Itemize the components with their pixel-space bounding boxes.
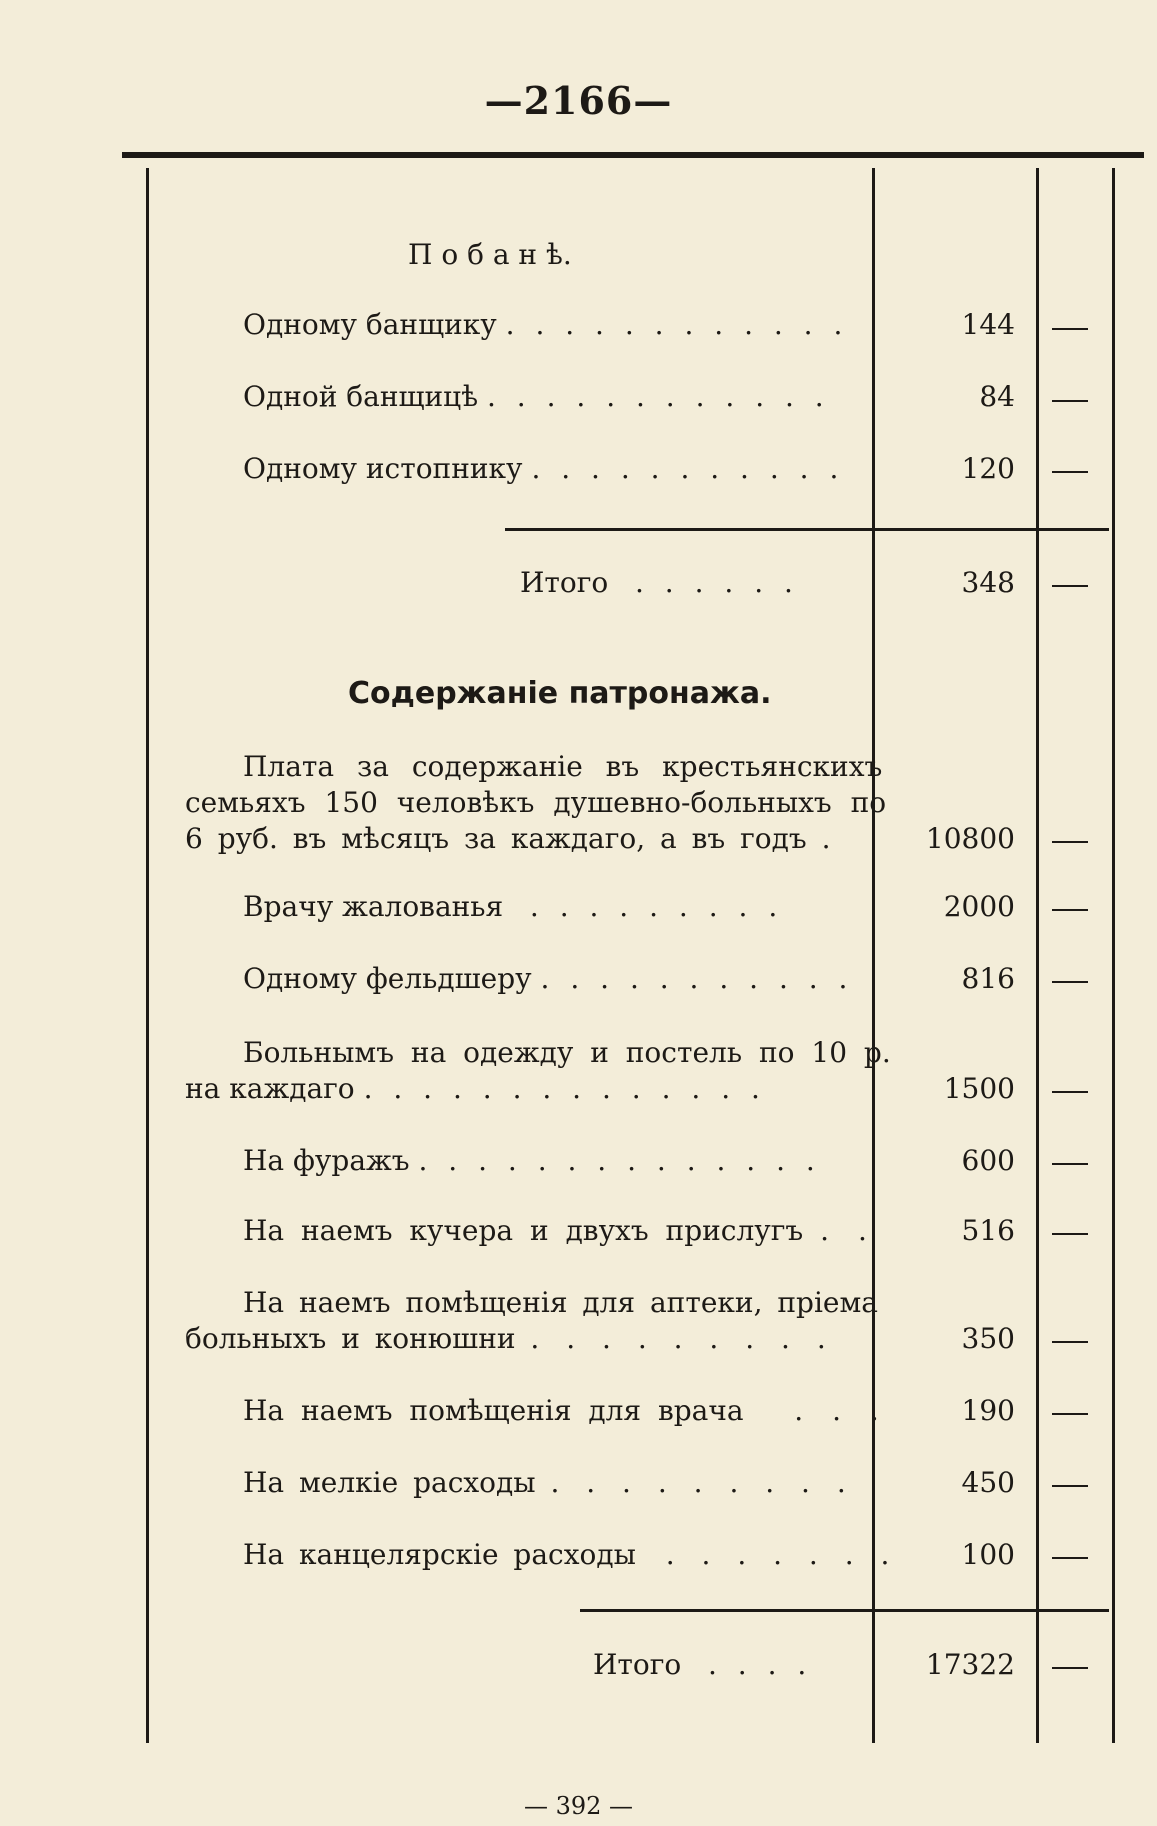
dash-mark (1052, 1557, 1088, 1559)
row-label: На наемъ кучера и двухъ прислугъ . . (243, 1214, 873, 1247)
row-label-line: семьяхъ 150 человѣкъ душевно-больныхъ по (185, 786, 887, 819)
row-label: на каждаго . . . . . . . . . . . . . . (185, 1072, 766, 1105)
row-label: Врачу жалованья . . . . . . . . . (243, 890, 784, 923)
total-amount: 348 (961, 566, 1015, 599)
dash-mark (1052, 981, 1088, 983)
subtotal-rule (505, 528, 1109, 531)
row-label-line: На наемъ помѣщенія для аптеки, пріема (243, 1286, 878, 1319)
row-amount: 190 (961, 1394, 1015, 1427)
total-row (185, 1648, 1157, 1692)
row-amount: 144 (961, 308, 1015, 341)
dash-mark (1052, 909, 1088, 911)
table-row (185, 1144, 1157, 1188)
total-label: Итого . . . . (593, 1648, 813, 1681)
dash-mark (1052, 400, 1088, 402)
row-amount: 84 (979, 380, 1015, 413)
top-rule (122, 152, 1144, 158)
row-amount: 350 (961, 1322, 1015, 1355)
subtotal-rule (580, 1609, 1109, 1612)
total-row (185, 566, 1157, 610)
table-row (185, 1214, 1157, 1258)
section-title-patronage: Содержаніе патронажа. (348, 676, 772, 711)
table-row (185, 1538, 1157, 1582)
dash-mark (1052, 1341, 1088, 1343)
section-title-bath: П о б а н ѣ. (408, 238, 572, 271)
row-label: На канцелярскіе расходы . . . . . . . (243, 1538, 896, 1571)
row-label: Одному истопнику . . . . . . . . . . . (243, 452, 845, 485)
dash-mark (1052, 471, 1088, 473)
row-amount: 1500 (943, 1072, 1015, 1105)
dash-mark (1052, 1667, 1088, 1669)
table-row (185, 380, 1157, 424)
row-amount: 516 (961, 1214, 1015, 1247)
row-amount: 600 (961, 1144, 1015, 1177)
table-row (185, 890, 1157, 934)
row-amount: 2000 (943, 890, 1015, 923)
row-label-line: Плата за содержаніе въ крестьянскихъ (243, 750, 883, 783)
table-row (185, 1322, 1157, 1366)
row-label: Одной банщицѣ . . . . . . . . . . . . (243, 380, 830, 413)
total-amount: 17322 (925, 1648, 1015, 1681)
dash-mark (1052, 1091, 1088, 1093)
row-amount: 120 (961, 452, 1015, 485)
row-label-line: 6 руб. въ мѣсяцъ за каждаго, а въ годъ . (185, 822, 831, 855)
page-number-top: —2166— (484, 78, 673, 123)
row-amount: 100 (961, 1538, 1015, 1571)
row-label: На мелкіе расходы . . . . . . . . . (243, 1466, 852, 1499)
table-row (185, 452, 1157, 496)
table-row (185, 1394, 1157, 1438)
dash-mark (1052, 1485, 1088, 1487)
dash-mark (1052, 1233, 1088, 1235)
dash-mark (1052, 1413, 1088, 1415)
row-label: На наемъ помѣщенія для врача . . . (243, 1394, 885, 1427)
row-label-line: Больнымъ на одежду и постель по 10 р. (243, 1036, 891, 1069)
row-amount: 450 (961, 1466, 1015, 1499)
dash-mark (1052, 328, 1088, 330)
left-border-line (146, 168, 149, 1743)
table-row (185, 308, 1157, 352)
dash-mark (1052, 585, 1088, 587)
table-row (185, 1072, 1157, 1116)
table-row (185, 1466, 1157, 1510)
row-amount: 816 (961, 962, 1015, 995)
row-label: больныхъ и конюшни . . . . . . . . . (185, 1322, 832, 1355)
dash-mark (1052, 841, 1088, 843)
row-label: На фуражъ . . . . . . . . . . . . . . (243, 1144, 821, 1177)
table-row (185, 822, 1157, 866)
table-row (185, 962, 1157, 1006)
page-number-bottom: — 392 — (523, 1792, 634, 1820)
row-label: Одному банщику . . . . . . . . . . . . (243, 308, 849, 341)
row-amount: 10800 (925, 822, 1015, 855)
row-label: Одному фельдшеру . . . . . . . . . . . (243, 962, 854, 995)
total-label: Итого . . . . . . (520, 566, 799, 599)
dash-mark (1052, 1163, 1088, 1165)
